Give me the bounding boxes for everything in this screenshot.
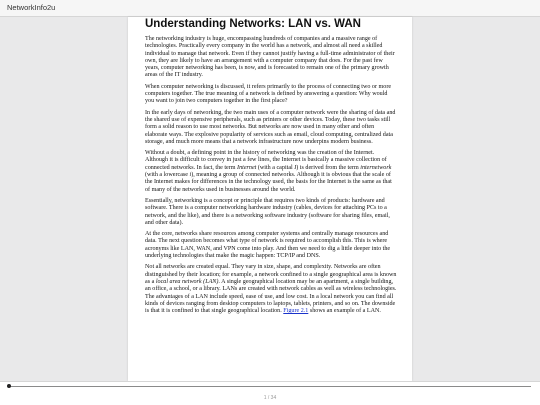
document-title: Understanding Networks: LAN vs. WAN [145,18,361,30]
paragraph-text: (with a capital [256,164,295,171]
body-paragraph [145,150,397,194]
top-bar [0,0,540,17]
paragraph-text: The networking industry is huge, encompassing hundreds of companies and a massive range of technologies. Practically every company in the world has a network, and almost all need a skilled individual to manage that network. Even if they cannot justify having a full-time administrator of their own, they are likely to have an arrangement with a computer company that does. For the past few years, computer networking has been, is now, and is forecasted to remain one of the primary growth areas of the IT industry. [145,36,395,79]
reading-progress-track[interactable] [9,386,531,387]
paragraph-text: (with a lowercase [145,172,190,179]
paragraph-text: When computer networking is discussed, it refers primarily to the process of connecting two or more computers together. The true meaning of a network is defined by answering a question: Why would you want to join two computers together in the first place? [145,83,392,105]
body-paragraph [145,110,397,146]
emphasized-term: local area network (LAN) [155,278,219,285]
paragraph-text: ), meaning a group of connected networks. Although it is obvious that the scale of the Internet makes for differences in the technology used, the basis for the Internet is the same as that of many of the networks used in businesses around the world. [145,172,392,193]
page-indicator: 1 / 34 [263,395,277,401]
paragraph-text: In the early days of networking, the two main uses of a computer network were the sharing of data and the shared use of expensive peripherals, such as printers or other devices. Today, these two tasks still form a solid reason to use most networks. But networks are now used in many other and often elaborate ways. The explosive popularity of services such as email, cloud computing, centralized data storage, and much more means that a network infrastructure now underpins modern business. [145,109,396,145]
document-content [145,17,397,319]
body-paragraph [145,84,397,106]
figure-link[interactable]: Figure 2.1 [283,308,309,315]
paragraph-text: shows an example of a LAN. [308,308,381,315]
paragraph-text: ) is derived from the term [296,164,361,171]
emphasized-term: internetwork [360,164,392,171]
body-paragraph [145,198,397,227]
emphasized-term: Internet [237,164,257,171]
body-paragraph [145,264,397,315]
body-paragraph [145,36,397,80]
app-title: NetworkInfo2u [7,3,56,12]
paragraph-text: Not all networks are created equal. They vary in size, shape, and complexity. Networks are often distinguished by their location; for example, a network confined to a single geographical area is known as a [145,264,397,285]
paragraph-text: . A single geographical location may be an apartment, a single building, an office, a school, or a library. LANs are created with network cables as well as wireless technologies. The advantages of a LAN include speed, ease of use, and low cost. In a local network you can find all kinds of devices ranging from desktop computers to laptops, tablets, printers, and so on. The downside is that it is confined to that single geographical location. [145,278,397,315]
reading-progress-thumb[interactable] [7,384,11,388]
emphasized-term: I [294,164,297,171]
paragraph-text: Essentially, networking is a concept or principle that requires two kinds of products: hardware and software. There is a computer networking hardware industry (cables, devices for attaching PCs to a network, and the like), and there is a networking software industry (software for sharing files, email, and other data). [145,197,390,226]
emphasized-term: i [189,172,192,179]
document-page [128,17,412,381]
document-body [145,36,397,315]
body-paragraph [145,231,397,260]
paragraph-text: At the core, networks share resources among computer systems and centrally manage resources and data. The next question becomes what type of network is required to accomplish this. This is where acronyms like LAN, WAN, and VPN come into play. And then we need to dig a little deeper into the underlying technologies that make the magic happen: TCP/IP and DNS. [145,231,391,260]
paragraph-text: Without a doubt, a defining point in the history of networking was the creation of the Internet. Although it is difficult to convey in just a few lines, the Internet is basically a massive collection of connected networks. In fact, the term [145,150,387,171]
bottom-bar [0,381,540,405]
